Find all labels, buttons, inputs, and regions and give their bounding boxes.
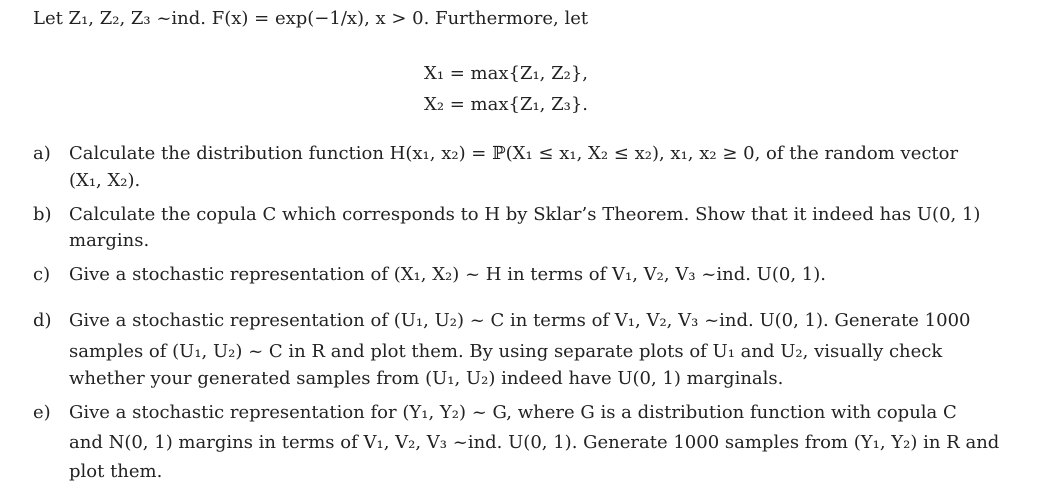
item-d-line: Give a stochastic representation of (U₁, U₂) ~ C in terms of V₁, V₂, V₃ ~ind. U(0, 1). Generate 1000: [69, 310, 971, 331]
item-a-line: (X₁, X₂).: [69, 170, 141, 191]
item-a-label: a): [33, 143, 51, 164]
item-d-label: d): [33, 310, 52, 331]
item-b-label: b): [33, 204, 52, 225]
item-e-label: e): [33, 402, 51, 423]
item-e-line: and N(0, 1) margins in terms of V₁, V₂, V₃ ~ind. U(0, 1). Generate 1000 samples from (Y₁, Y₂) in R and: [69, 432, 1000, 453]
item-c-line: Give a stochastic representation of (X₁, X₂) ~ H in terms of V₁, V₂, V₃ ~ind. U(0, 1).: [69, 264, 826, 285]
item-c-label: c): [33, 264, 51, 285]
item-b-line: margins.: [69, 230, 150, 251]
item-d-line: whether your generated samples from (U₁, U₂) indeed have U(0, 1) marginals.: [69, 368, 784, 389]
item-e-line: Give a stochastic representation for (Y₁, Y₂) ~ G, where G is a distribution function with copula C: [69, 402, 957, 423]
item-d-line: samples of (U₁, U₂) ~ C in R and plot them. By using separate plots of U₁ and U₂, visually check: [69, 341, 943, 362]
equation-x2: X₂ = max{Z₁, Z₃}.: [424, 94, 589, 115]
item-b-line: Calculate the copula C which corresponds to H by Sklar’s Theorem. Show that it indeed has U(0, 1): [69, 204, 981, 225]
equation-x1: X₁ = max{Z₁, Z₂},: [424, 63, 589, 84]
item-e-line: plot them.: [69, 461, 163, 482]
intro-text: Let Z₁, Z₂, Z₃ ~ind. F(x) = exp(−1/x), x > 0. Furthermore, let: [33, 8, 589, 29]
item-a-line: Calculate the distribution function H(x₁, x₂) = ℙ(X₁ ≤ x₁, X₂ ≤ x₂), x₁, x₂ ≥ 0, of the random vector: [69, 143, 959, 164]
